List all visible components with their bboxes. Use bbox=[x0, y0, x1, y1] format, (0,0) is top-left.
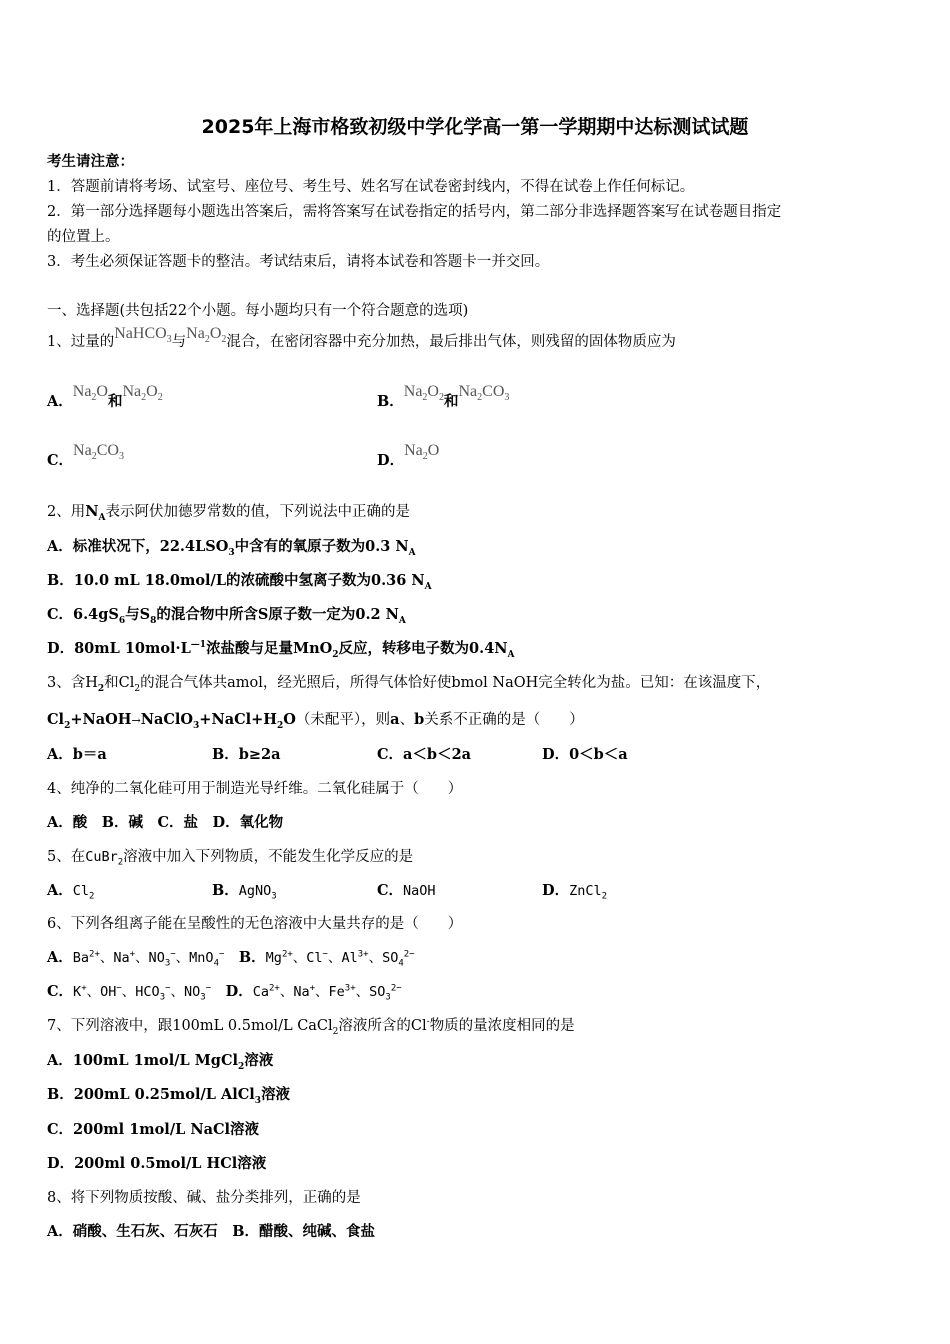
notice-item-2b: 的位置上。 bbox=[47, 229, 120, 245]
q2-option-b: B．10.0 mL 18.0mol/L的浓硫酸中氢离子数为0.36 $N_A$ bbox=[47, 572, 432, 592]
q7-option-b: B．200mL 0.25mol/L AlCl$_3$溶液 bbox=[47, 1086, 291, 1106]
q5-option-a: A．$Cl_2$ bbox=[47, 882, 95, 902]
question-3-stem-line1: 3、含$H_2$和$Cl_2$的混合气体共amol，经光照后，所得气体恰好使bmol NaOH完全转化为盐。已知：在该温度下， bbox=[47, 675, 771, 694]
q2-option-d: D．80mL $10mol\cdot L^{—1}$浓盐酸与足量MnO$_2$反应，转移电子数为$0.4N_A$ bbox=[47, 640, 515, 660]
q3-option-b: B．b≥2a bbox=[212, 746, 281, 763]
q1-option-b: B．$Na_2O_2$和$Na_2CO_3$ bbox=[377, 383, 510, 410]
question-1-stem: 1、过量的NaHCO$_3$与$Na_2O_2$混合，在密闭容器中充分加热，最后排出气体，则残留的固体物质应为 bbox=[47, 325, 676, 350]
notice-item-2a: 2．第一部分选择题每小题选出答案后，需将答案写在试卷指定的括号内，第二部分非选择题答案写在试卷题目指定 bbox=[47, 204, 782, 220]
q7-option-a: A．100mL 1mol/L MgCl$_2$溶液 bbox=[47, 1052, 274, 1072]
question-7-stem: 7、下列溶液中，跟100mL 0.5mol/L CaCl$_2$溶液所含的Cl-物质的量浓度相同的是 bbox=[47, 1017, 575, 1037]
q6-options-ab: A．$Ba^{2+}$、Na+、$NO_3^-$、MnO$_4$− B．$Mg^{2+}$、Cl−、$Al^{3+}$、$SO_4^{2-}$ bbox=[47, 949, 415, 969]
page-title: 2025年上海市格致初级中学化学高一第一学期期中达标测试试题 bbox=[201, 116, 749, 138]
question-3-stem-line2: $Cl_2+NaOH\to NaClO_3+NaCl+H_2O$（未配平），则a、b关系不正确的是（ ） bbox=[47, 711, 584, 731]
q5-option-b: B．AgNO$_3$ bbox=[212, 882, 277, 902]
q3-option-c: C．a＜b＜2a bbox=[377, 746, 472, 763]
q3-option-d: D．0＜b＜a bbox=[542, 746, 628, 763]
q2-option-a: A．标准状况下，$22.4LSO_3$中含有的氧原子数为0.3 $N_A$ bbox=[47, 538, 416, 558]
question-2-stem: 2、用$N_A$表示阿伏加德罗常数的值，下列说法中正确的是 bbox=[47, 503, 410, 523]
question-4-stem: 4、纯净的二氧化硅可用于制造光导纤维。二氧化硅属于（ ） bbox=[47, 781, 463, 797]
question-8-stem: 8、将下列物质按酸、碱、盐分类排列，正确的是 bbox=[47, 1190, 361, 1206]
notice-item-3: 3．考生必须保证答题卡的整洁。考试结束后，请将本试卷和答题卡一并交回。 bbox=[47, 254, 550, 270]
q3-option-a: A．b＝a bbox=[47, 746, 107, 763]
q8-options: A．硝酸、生石灰、石灰石 B．醋酸、纯碱、食盐 bbox=[47, 1223, 376, 1240]
q7-option-d: D．200ml 0.5mol/L HCl溶液 bbox=[47, 1155, 267, 1172]
notice-heading: 考生请注意： bbox=[47, 153, 134, 170]
q2-option-c: C．$6.4gS_6$与$S_8$的混合物中所含S原子数一定为0.2 $N_A$ bbox=[47, 606, 406, 626]
q1-option-c: C．$Na_2CO_3$ bbox=[47, 442, 124, 469]
q5-option-d: D．ZnCl$_2$ bbox=[542, 882, 608, 902]
q6-options-cd: C．K+、OH−、$HCO_3^-$、$NO_3^-$ D．$Ca^{2+}$、Na+、$Fe^{3+}$、$SO_3^{2-}$ bbox=[47, 983, 402, 1003]
q1-option-a: A．$Na_2O$和$Na_2O_2$ bbox=[47, 383, 163, 410]
question-6-stem: 6、下列各组离子能在呈酸性的无色溶液中大量共存的是（ ） bbox=[47, 916, 463, 932]
question-5-stem: 5、在CuBr$_2$溶液中加入下列物质，不能发生化学反应的是 bbox=[47, 849, 414, 868]
q1-option-d: D．$Na_2O$ bbox=[377, 442, 440, 469]
q4-options: A．酸 B．碱 C．盐 D．氧化物 bbox=[47, 814, 284, 831]
q5-option-c: C．NaOH bbox=[377, 882, 436, 899]
section-heading: 一、选择题(共包括22个小题。每小题均只有一个符合题意的选项) bbox=[47, 303, 469, 319]
q7-option-c: C．200ml 1mol/L NaCl溶液 bbox=[47, 1121, 260, 1138]
notice-item-1: 1．答题前请将考场、试室号、座位号、考生号、姓名写在试卷密封线内，不得在试卷上作任何标记。 bbox=[47, 179, 695, 195]
